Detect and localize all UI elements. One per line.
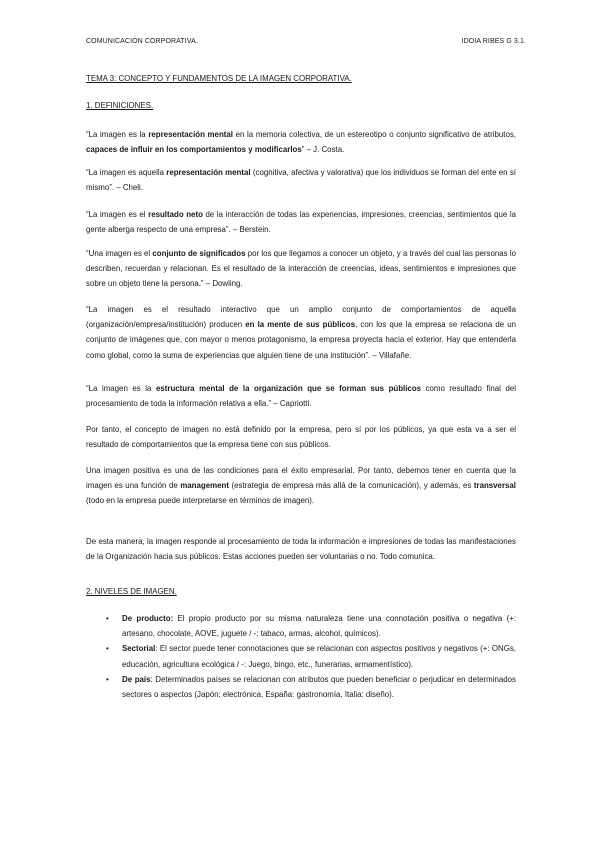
paragraph-imagen-positiva: Una imagen positiva es una de las condiciones para el éxito empresarial. Por tanto, debemos tener en cuenta que la imagen es una función de management (estrategia de empresa más allá de la comunicación), y además, es transversal (todo en la empresa puede interpretarse en términos de imagen). [86,466,516,506]
levels-list [86,611,516,702]
quote-berstein: “La imagen es el resultado neto de la interacción de todas las experiencias, impresiones, creencias, sentimientos que la gente alberga respecto de una empresa”. – Berstein. [86,210,516,235]
bullet-icon: • [106,644,109,654]
section-heading-definiciones: 1. DEFINICIONES. [86,101,154,110]
quote-costa: “La imagen es la representación mental en la memoria colectiva, de un estereotipo o conjunto significativo de atributos, capaces de influir en los comportamientos y modificarlos” – J. Costa. [86,130,516,155]
header-author: IDOIA RIBES G 3.1. [461,38,526,45]
paragraph-concepto-imagen: Por tanto, el concepto de imagen no está definido por la empresa, pero sí por los públicos, ya que esta va a ser el resultado de comportamientos que la empresa tiene con sus públicos. [86,425,516,450]
quote-dowling: “Una imagen es el conjunto de significados por los que llegamos a conocer un objeto, y a través del cual las personas lo describen, recuerdan y relacionan. Es el resultado de la interacción de creencias, ideas, sentimientos e impresiones que sobre un objeto tiene la persona.” – Dowling. [86,249,516,289]
section-heading-niveles: 2. NIVELES DE IMAGEN. [86,587,177,596]
header-course: COMUNICACIÓN CORPORATIVA. [86,38,198,45]
list-item: • De país: Determinados países se relacionan con atributos que pueden beneficiar o perjudicar en determinados sectores o aspectos (Japón: electrónica, España: gastronomía, Italia: diseño). [86,672,516,702]
bullet-icon: • [106,614,109,623]
bullet-icon: • [106,674,109,684]
paragraph-todo-comunica: De esta manera, la imagen responde al procesamiento de toda la información e impresiones de todas las manifestaciones de la Organización hacia sus públicos. Estas acciones pueden ser voluntarias o no. Todo comunica. [86,537,516,562]
quote-cheli: “La imagen es aquella representación mental (cognitiva, afectiva y valorativa) que los individuos se forman del ente en sí mismo”. – Cheli. [86,168,516,193]
page-title: TEMA 3: CONCEPTO Y FUNDAMENTOS DE LA IMAGEN CORPORATIVA. [86,74,352,83]
quote-villafane: “La imagen es el resultado interactivo que un amplio conjunto de comportamientos de aquella (organización/empresa/institución) producen en la mente de sus públicos, con los que la empresa se relaciona de un conjunto de imágenes que, con mayor o menos protagonismo, la empresa proyecta hacia el exterior. Hay que entenderla como global, como la suma de experiencias que alguien tiene de una institución”. – Villafañe. [86,305,516,360]
list-item: • De producto: El propio producto por su misma naturaleza tiene una connotación positiva o negativa (+: artesano, chocolate, AOVE, juguete / -: tabaco, armas, alcohol, químicos). [86,611,516,641]
list-item: • Sectorial: El sector puede tener connotaciones que se relacionan con aspectos positivos y negativos (+: ONGs, educación, agricultura ecológica / -: Juego, bingo, etc., funerarias, armamentístico). [86,641,516,671]
quote-capriotti: “La imagen es la estructura mental de la organización que se forman sus públicos como resultado final del procesamiento de toda la información relativa a ella.” – Capriotti. [86,384,517,409]
